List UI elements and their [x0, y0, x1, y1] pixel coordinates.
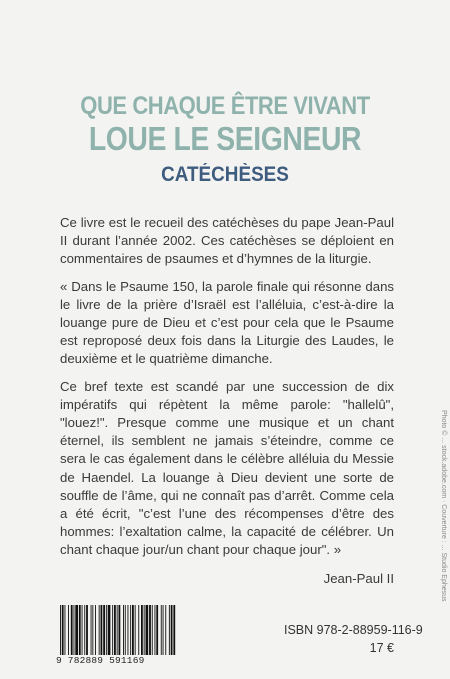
paragraph-quote-1: « Dans le Psaume 150, la parole finale qui résonne dans le livre de la prière d’Israël est l’alléluia, c’est-à-dire la louange pure de Dieu et c’est pour cela que le Psaume est reproposé deux fois dans la Liturgie des Laudes, le deuxième et le quatrième dimanche. — [60, 278, 394, 367]
barcode — [58, 605, 176, 657]
barcode-digits: 9 782889 591169 — [56, 655, 145, 666]
barcode-bar — [60, 605, 61, 655]
title-block — [0, 92, 450, 190]
barcode-bar — [165, 605, 166, 655]
barcode-bar — [119, 605, 121, 655]
barcode-bar — [128, 605, 129, 655]
barcode-bars — [58, 605, 176, 657]
paragraph-quote-2: Ce bref texte est scandé par une succession de dix impératifs qui répètent la même parole: "hallelû", "louez!". Presque comme une musique et un chant éternel, ils semblent ne jamais s’éteindre, comme ce sera le cas également dans le célèbre alléluia du Messie de Haendel. La louange à Dieu devient une sorte de souffle de l’âme, qui ne connaît pas d’arrêt. Comme cela a été écrit, "c’est l’une des récompenses d’être des hommes: l’exaltation calme, la capacité de célébrer. Un chant chaque jour/un chant pour chaque jour". » — [60, 378, 394, 558]
barcode-bar — [141, 605, 143, 655]
price: 17 € — [369, 641, 394, 655]
barcode-bar — [82, 605, 83, 655]
barcode-bar — [74, 605, 75, 655]
barcode-bar — [84, 605, 85, 655]
title-line-1: QUE CHAQUE ÊTRE VIVANT — [80, 92, 370, 120]
barcode-bar — [99, 605, 100, 655]
barcode-bar — [173, 605, 175, 655]
title-line-2: LOUE LE SEIGNEUR — [88, 120, 362, 157]
barcode-bar — [144, 605, 145, 655]
barcode-bar — [62, 605, 64, 655]
barcode-bar — [95, 605, 96, 655]
barcode-bar — [123, 605, 124, 655]
barcode-bar — [79, 605, 81, 655]
back-cover-text — [60, 214, 394, 588]
photo-credit-text: Photo © ... stock.adobe.com · Couverture : ... Studio Ephesus — [440, 410, 447, 602]
barcode-bar — [86, 605, 88, 655]
isbn: ISBN 978-2-88959-116-9 — [284, 623, 423, 637]
barcode-bar — [92, 605, 93, 655]
barcode-bar — [163, 605, 164, 655]
photo-credit — [438, 410, 448, 670]
barcode-bar — [125, 605, 126, 655]
barcode-bar — [103, 605, 105, 655]
barcode-bar — [152, 605, 153, 655]
barcode-bar — [138, 605, 139, 655]
signature: Jean-Paul II — [323, 570, 394, 586]
barcode-bar — [132, 605, 134, 655]
barcode-bar — [161, 605, 162, 655]
barcode-bar — [117, 605, 118, 655]
subtitle: CATÉCHÈSES — [161, 163, 289, 186]
barcode-bar — [114, 605, 116, 655]
barcode-bar — [149, 605, 151, 655]
barcode-bar — [101, 605, 103, 655]
barcode-bar — [91, 605, 92, 655]
barcode-bar — [65, 605, 66, 655]
barcode-bar — [108, 605, 111, 655]
barcode-bar — [156, 605, 158, 655]
barcode-bar — [169, 605, 170, 655]
barcode-bar — [130, 605, 131, 655]
barcode-bar — [71, 605, 73, 655]
barcode-bar — [112, 605, 113, 655]
barcode-bar — [75, 605, 78, 655]
barcode-bar — [146, 605, 149, 655]
barcode-bar — [68, 605, 69, 655]
barcode-bar — [135, 605, 136, 655]
paragraph-intro: Ce livre est le recueil des catéchèses du pape Jean-Paul II durant l’année 2002. Ces catéchèses se déploient en commentaires de psaumes et d’hymnes de la liturgie. — [60, 215, 394, 267]
barcode-bar — [155, 605, 156, 655]
barcode-bar — [106, 605, 107, 655]
barcode-bar — [171, 605, 173, 655]
